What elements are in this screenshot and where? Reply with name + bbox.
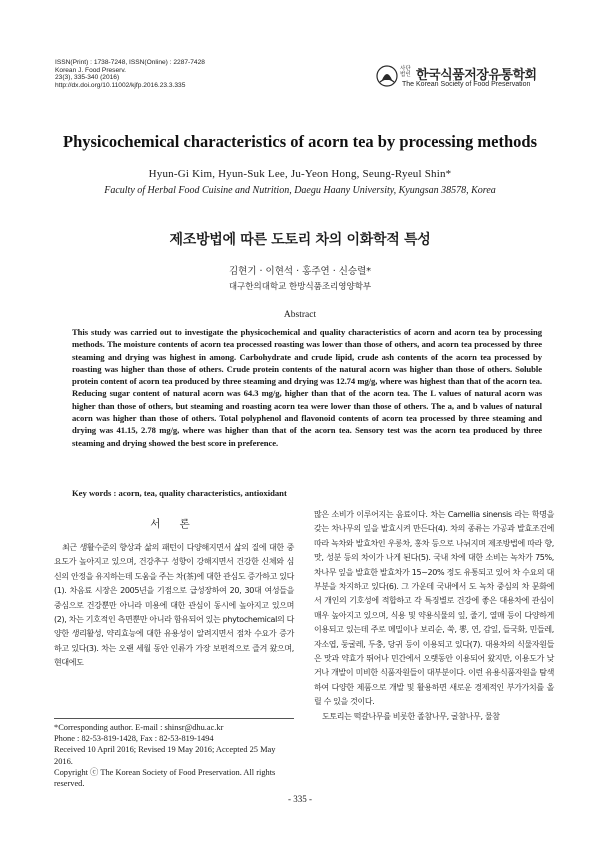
meta-doi[interactable]: http://dx.doi.org/10.11002/kjfp.2016.23.3.335 bbox=[55, 81, 186, 89]
authors-en: Hyun-Gi Kim, Hyun-Suk Lee, Ju-Yeon Hong, Seung-Ryeul Shin* bbox=[148, 168, 452, 180]
footnote-phone: Phone : 82-53-819-1428, Fax : 82-53-819-1494 bbox=[54, 734, 214, 744]
abstract-heading: Abstract bbox=[283, 310, 317, 320]
footnote-corresponding: *Corresponding author. E-mail : shinsr@dhu.ac.kr bbox=[54, 723, 224, 732]
affiliation-en: Faculty of Herbal Food Cuisine and Nutrition, Daegu Haany University, Kyungsan 38578, Korea bbox=[104, 185, 496, 196]
paper-title-ko: 제조방법에 따른 도토리 차의 이화학적 특성 bbox=[169, 232, 431, 248]
authors-ko: 김현기 · 이현석 · 홍주연 · 신승렬* bbox=[228, 266, 372, 277]
footnote-received: Received 10 April 2016; Revised 19 May 2016; Accepted 25 May 2016. bbox=[54, 745, 276, 766]
affiliation-ko: 대구한의대학교 한방식품조리영양학부 bbox=[228, 282, 372, 292]
footnote-copyright: Copyright ⓒ The Korean Society of Food Preservation. All rights reserved. bbox=[54, 767, 276, 789]
meta-journal: Korean J. Food Preserv. bbox=[55, 66, 126, 74]
intro-paragraph-left: 최근 생활수준의 향상과 삶의 패턴이 다양해지면서 삶의 질에 대한 중요도가 높아지고 있으며, 건강추구 성향이 강해지면서 건강한 신체와 심신의 안정을 유지하는데 도움을 주는 차(茶)에 대한 관심도 증가하고 있다(1). 차음료 시장은 2005년을 기점으로 급성장하여 20, 30대 여성들을 중심으로 건강뿐만 아니라 미용에 대한 관심이 동시에 높아지고 있으며(2), 차는 기호적인 측면뿐만 아니라 함유되어 있는 phytochemical의 다양한 생리활성, 약리효능에 대한 유용성이 알려지면서 점차 수요가 증가하고 있다(3). 차는 오랜 세월 동안 인류가 가장 보편적으로 즐겨 왔으며, 현대에도 bbox=[54, 543, 294, 668]
society-label-small: 사단 법인 bbox=[400, 66, 411, 79]
footnote bbox=[54, 718, 294, 789]
page-number: - 335 - bbox=[288, 794, 312, 804]
society-name-en: The Korean Society of Food Preservation bbox=[402, 81, 531, 88]
intro-paragraph-right-2: 도토리는 떡갈나무를 비롯한 졸참나무, 굴참나무, 물참 bbox=[322, 711, 500, 721]
society-name-ko: 한국식품저장유통학회 bbox=[416, 68, 537, 83]
meta-issn: ISSN(Print) : 1738-7248, ISSN(Online) : 2287-7428 bbox=[55, 59, 205, 66]
column-right bbox=[314, 508, 554, 724]
meta-volume: 23(3), 335-340 (2016) bbox=[55, 74, 120, 82]
paper-title-en: Physicochemical characteristics of acorn tea by processing methods bbox=[63, 132, 537, 151]
society-header bbox=[376, 62, 556, 92]
column-left bbox=[54, 508, 294, 671]
abstract-body: This study was carried out to investigate the physicochemical and quality characteristics of acorn and acorn tea by processing methods. The moisture contents of acorn tea processed roasting was lower than those of others, and acorn tea processed by three steaming and drying was highest in among. Carbohydrate and crude lipid, crude ash contents of the acorn tea processed by roasting was higher than those of others. Crude protein contents of the natural acorn was higher than those of others. Soluble protein content of acorn tea produced by three steaming and drying was 12.74 mg/g, where was highest than that of the acorn tea. Reducing sugar content of natural acorn was 64.3 mg/g, higher than that of the acorn tea. The L values of natural acorn was higher than those of others, but steaming and roasting acorn tea were lower than those of others. The a, and b values of natural acorn was higher than those of others. Total polyphenol and flavonoid contents of acorn tea processed by three steaming and drying was 41.15, 2.78 mg/g, where was higher than that of the acorn tea. Sensory test was the acorn tea produced by three steaming and drying showed the best score in preference. bbox=[72, 327, 542, 448]
society-logo-icon bbox=[376, 65, 398, 87]
journal-meta bbox=[55, 59, 205, 89]
keywords: Key words : acorn, tea, quality characteristics, antioxidant bbox=[72, 488, 287, 498]
intro-paragraph-right-1: 많은 소비가 이루어지는 음료이다. 차는 Camellia sinensis 라는 학명을 갖는 차나무의 잎을 발효시켜 만든다(4). 차의 종류는 가공과 발효조건에 따라 녹차와 발효차인 우롱차, 홍차 등으로 나뉘지며 제조방법에 따라 향, 맛, 성분 등의 차이가 나게 된다(5). 국내 차에 대한 소비는 녹차가 75%, 차나무 잎을 발효한 발효차가 15~20% 정도 유통되고 있어 차 수요의 대부분을 차지하고 있다(6). 그 가운데 국내에서 도 녹차 중심의 차 문화에서 개인의 기호성에 적합하고 각 특징별로 건강에 좋은 대용차에 관심이 매우 높아지고 있으며, 식용 및 약용식물의 잎, 줄기, 열매 등이 다양하게 이용되고 있는데 주로 메밀이나 보리순, 쑥, 뽕, 연, 감잎, 들국화, 민들레, 자소엽, 둥굴레, 두충, 당귀 등이 이용되고 있다(7). 대용차의 식물자원들은 맛과 약효가 뛰어나 민간에서 오랫동안 이용되어 왔지만, 이용도가 낮거나 개발이 미비한 식품자원들이 대부분이다. 이런 유용식품자원을 탐색하여 다양한 제품으로 개발 및 활용하면 새로운 경제적인 부가가치를 올릴 수 있을 것이다. bbox=[314, 510, 554, 707]
section-heading-intro: 서 론 bbox=[150, 518, 198, 530]
